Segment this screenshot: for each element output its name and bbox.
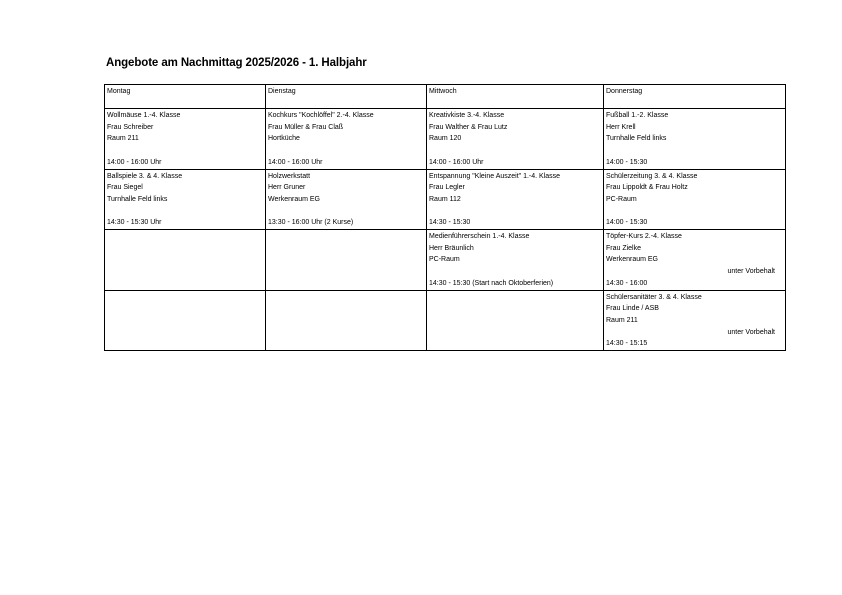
course-room: PC-Raum — [429, 256, 460, 264]
course-note: unter Vorbehalt — [727, 328, 775, 336]
course-teacher: Frau Walther & Frau Lutz — [429, 123, 508, 131]
column-header-monday: Montag — [105, 85, 266, 109]
course-note: unter Vorbehalt — [727, 268, 775, 276]
course-room: Raum 211 — [107, 135, 139, 143]
table-row — [105, 169, 786, 230]
course-time: 14:30 - 15:30 Uhr — [107, 219, 162, 227]
course-time: 14:30 - 15:30 (Start nach Oktoberferien) — [429, 279, 554, 287]
course-teacher: Frau Schreiber — [107, 123, 154, 131]
table-row — [105, 230, 786, 291]
course-name: Schülersanitäter 3. & 4. Klasse — [606, 293, 702, 301]
course-teacher: Frau Siegel — [107, 184, 143, 192]
page-title: Angebote am Nachmittag 2025/2026 - 1. Halbjahr — [106, 57, 367, 69]
course-name: Kochkurs "Kochlöffel" 2.-4. Klasse — [268, 112, 374, 119]
table-cell — [266, 169, 427, 230]
course-time: 14:00 - 15:30 — [606, 219, 648, 227]
table-cell — [427, 109, 604, 170]
course-time: 14:30 - 15:15 — [606, 340, 648, 348]
table-cell-empty — [427, 290, 604, 351]
course-name: Töpfer-Kurs 2.-4. Klasse — [606, 233, 682, 240]
course-note — [107, 145, 263, 157]
course-room: Raum 112 — [429, 195, 461, 203]
column-header-wednesday: Mittwoch — [427, 85, 604, 109]
course-room: Werkenraum EG — [606, 256, 658, 264]
header-row — [105, 85, 786, 109]
table-cell-empty — [266, 230, 427, 291]
table-cell-empty — [105, 230, 266, 291]
course-room: Turnhalle Feld links — [606, 135, 667, 143]
course-note — [429, 145, 601, 157]
table-row — [105, 290, 786, 351]
course-room: Raum 120 — [429, 135, 462, 143]
course-name: Fußball 1.-2. Klasse — [606, 112, 669, 119]
course-room: Raum 211 — [606, 316, 638, 324]
course-time: 14:30 - 15:30 — [429, 219, 471, 227]
table-cell-empty — [105, 290, 266, 351]
course-room: PC-Raum — [606, 195, 637, 203]
course-teacher: Frau Linde / ASB — [606, 305, 659, 313]
schedule-table — [104, 84, 786, 351]
table-cell — [604, 109, 786, 170]
course-time: 14:00 - 16:00 Uhr — [268, 158, 323, 166]
course-note — [429, 266, 601, 278]
table-cell — [105, 109, 266, 170]
course-note — [268, 145, 424, 157]
course-teacher: Frau Legler — [429, 184, 465, 192]
course-name: Schülerzeitung 3. & 4. Klasse — [606, 172, 698, 180]
course-time: 14:00 - 15:30 — [606, 158, 648, 166]
course-name: Entspannung "Kleine Auszeit" 1.-4. Klasse — [429, 172, 561, 180]
course-time: 14:30 - 16:00 — [606, 279, 648, 287]
course-name: Wollmäuse 1.-4. Klasse — [107, 112, 181, 119]
course-name: Kreativkiste 3.-4. Klasse — [429, 112, 505, 119]
course-room: Hortküche — [268, 135, 300, 143]
course-note — [606, 206, 783, 218]
course-name: Medienführerschein 1.-4. Klasse — [429, 233, 530, 240]
course-time: 13:30 - 16:00 Uhr (2 Kurse) — [268, 219, 354, 227]
table-cell-empty — [266, 290, 427, 351]
table-cell — [427, 169, 604, 230]
table-cell — [266, 109, 427, 170]
course-teacher: Frau Lippoldt & Frau Holtz — [606, 184, 688, 192]
column-header-tuesday: Dienstag — [266, 85, 427, 109]
table-cell — [604, 290, 786, 351]
course-teacher: Frau Müller & Frau Claß — [268, 123, 344, 131]
course-name: Ballspiele 3. & 4. Klasse — [107, 172, 183, 180]
course-time: 14:00 - 16:00 Uhr — [107, 158, 162, 166]
course-note — [268, 206, 424, 218]
course-time: 14:00 - 16:00 Uhr — [429, 158, 484, 166]
course-name: Holzwerkstatt — [268, 172, 311, 180]
course-note — [107, 206, 263, 218]
course-room: Turnhalle Feld links — [107, 195, 168, 203]
course-teacher: Herr Gruner — [268, 184, 306, 192]
table-cell — [604, 230, 786, 291]
table-cell — [604, 169, 786, 230]
course-teacher: Frau Zielke — [606, 244, 642, 252]
table-cell — [427, 230, 604, 291]
course-teacher: Herr Krell — [606, 123, 636, 131]
course-note — [429, 206, 601, 218]
course-room: Werkenraum EG — [268, 195, 320, 203]
course-teacher: Herr Bräunlich — [429, 244, 474, 252]
column-header-thursday: Donnerstag — [604, 85, 786, 109]
table-cell — [105, 169, 266, 230]
course-note — [606, 145, 783, 157]
table-row — [105, 109, 786, 170]
